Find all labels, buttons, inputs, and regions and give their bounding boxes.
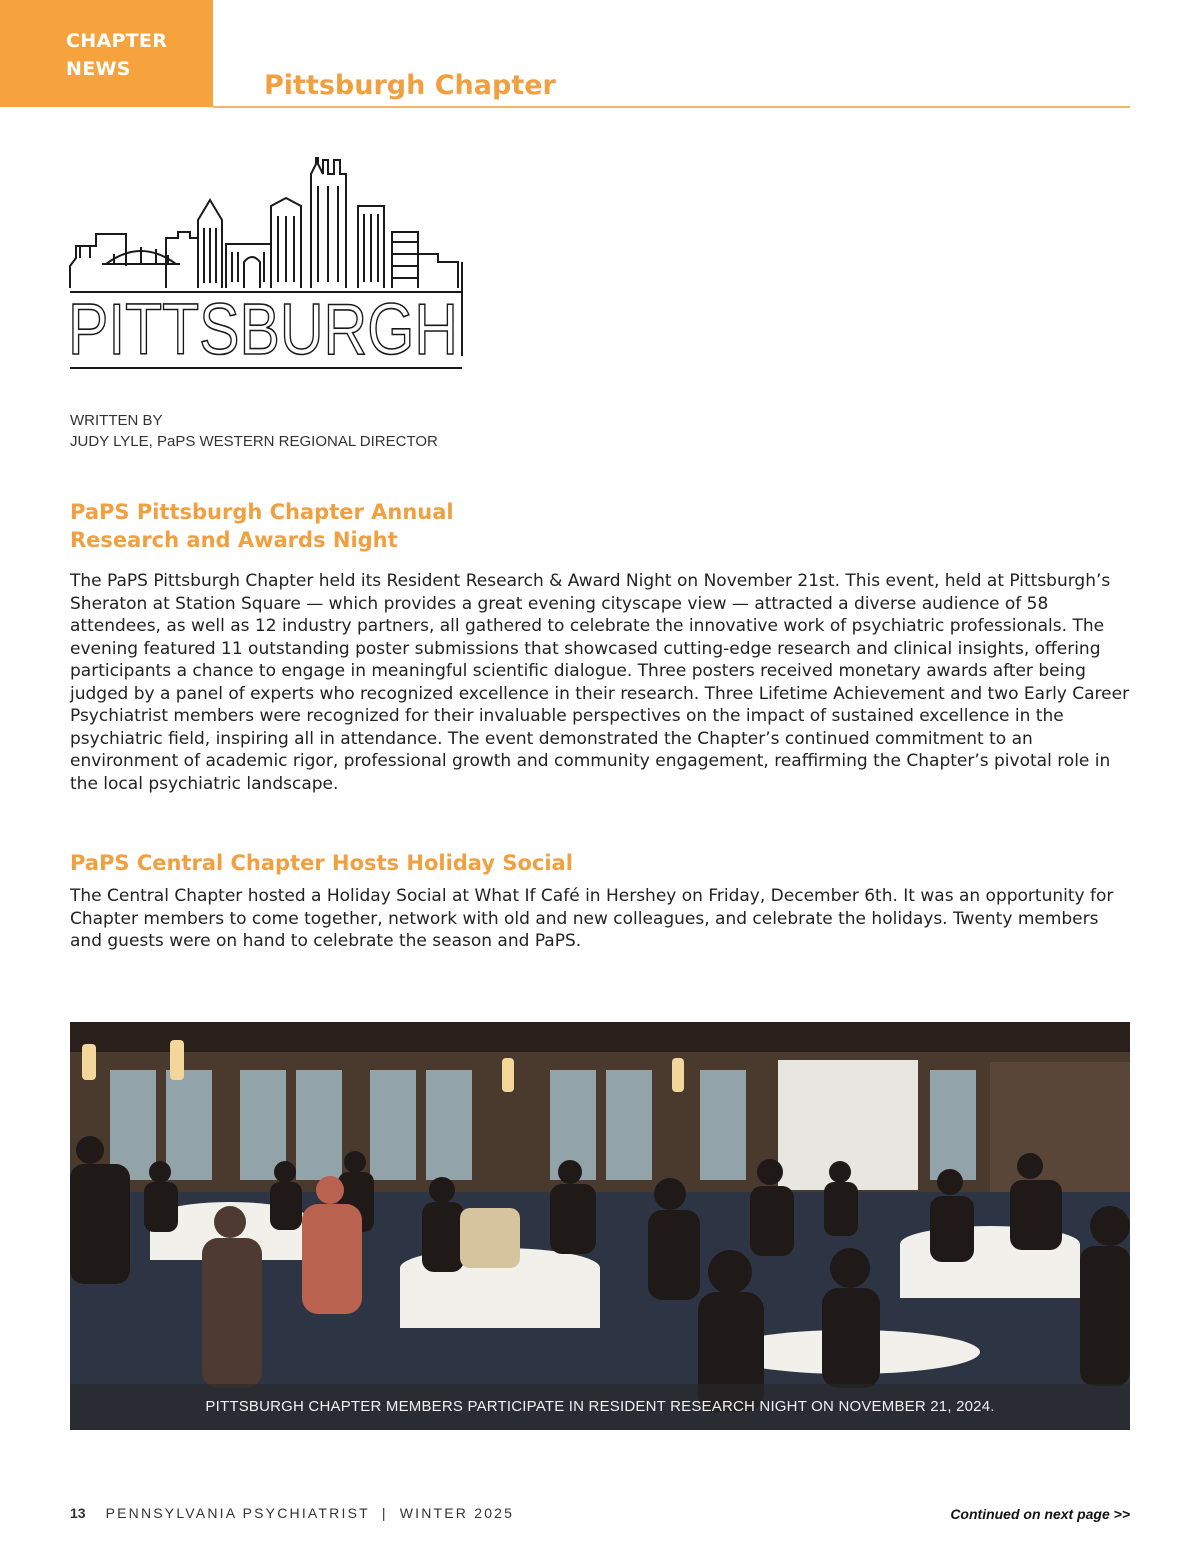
article-heading-holiday-social: PaPS Central Chapter Hosts Holiday Social <box>70 851 573 875</box>
issue-label: WINTER 2025 <box>399 1505 515 1521</box>
byline-author: JUDY LYLE, PaPS WESTERN REGIONAL DIRECTOR <box>70 433 438 450</box>
article-body-research-night: The PaPS Pittsburgh Chapter held its Resident Research & Award Night on November 21st. This event, held at Pittsburgh’s Sheraton at Station Square — which provides a great evening cityscape view — attracted a diverse audience of 58 attendees, as well as 12 industry partners, all gathered to celebrate the innovative work of psychiatric professionals. The evening featured 11 outstanding poster submissions that showcased cutting-edge research and clinical insights, offering participants a chance to engage in meaningful scientific dialogue. Three posters received monetary awards after being judged by a panel of experts who recognized excellence in their research. Three Lifetime Achievement and two Early Career Psychiatrist members were recognized for their invaluable perspectives on the impact of sustained excellence in the psychiatric field, inspiring all in attendance. The event demonstrated the Chapter’s continued commitment to an environment of academic rigor, professional growth and community engagement, reaffirming the Chapter’s pivotal role in the local psychiatric landscape. <box>70 571 1130 794</box>
section-tab-line-2: NEWS <box>66 58 131 80</box>
title-divider <box>213 106 1130 108</box>
event-photo-illustration <box>70 1022 1130 1430</box>
pittsburgh-skyline-logo <box>66 158 466 370</box>
event-photo <box>70 1022 1130 1430</box>
photo-caption: PITTSBURGH CHAPTER MEMBERS PARTICIPATE IN RESIDENT RESEARCH NIGHT ON NOVEMBER 21, 2024. <box>70 1384 1130 1430</box>
page-number: 13 <box>70 1505 86 1521</box>
section-tab <box>0 0 213 107</box>
footer-publication-info <box>70 1505 514 1521</box>
article-heading-research-night: PaPS Pittsburgh Chapter Annual Research and Awards Night <box>70 500 454 552</box>
section-tab-line-1: CHAPTER <box>66 30 168 52</box>
byline <box>70 410 438 452</box>
page-title: Pittsburgh Chapter <box>264 70 556 101</box>
article-body-holiday-social: The Central Chapter hosted a Holiday Social at What If Café in Hershey on Friday, December 6th. It was an opportunity for Chapter members to come together, network with old and new colleagues, and celebrate the holidays. Twenty members and guests were on hand to celebrate the season and PaPS. <box>70 886 1114 951</box>
publication-name: PENNSYLVANIA PSYCHIATRIST <box>105 1505 370 1521</box>
continued-next-page-link[interactable]: Continued on next page >> <box>950 1506 1130 1522</box>
footer-separator: | <box>381 1505 388 1521</box>
byline-label: WRITTEN BY <box>70 412 163 429</box>
logo-wordmark: PITTSBURGH <box>68 290 458 370</box>
